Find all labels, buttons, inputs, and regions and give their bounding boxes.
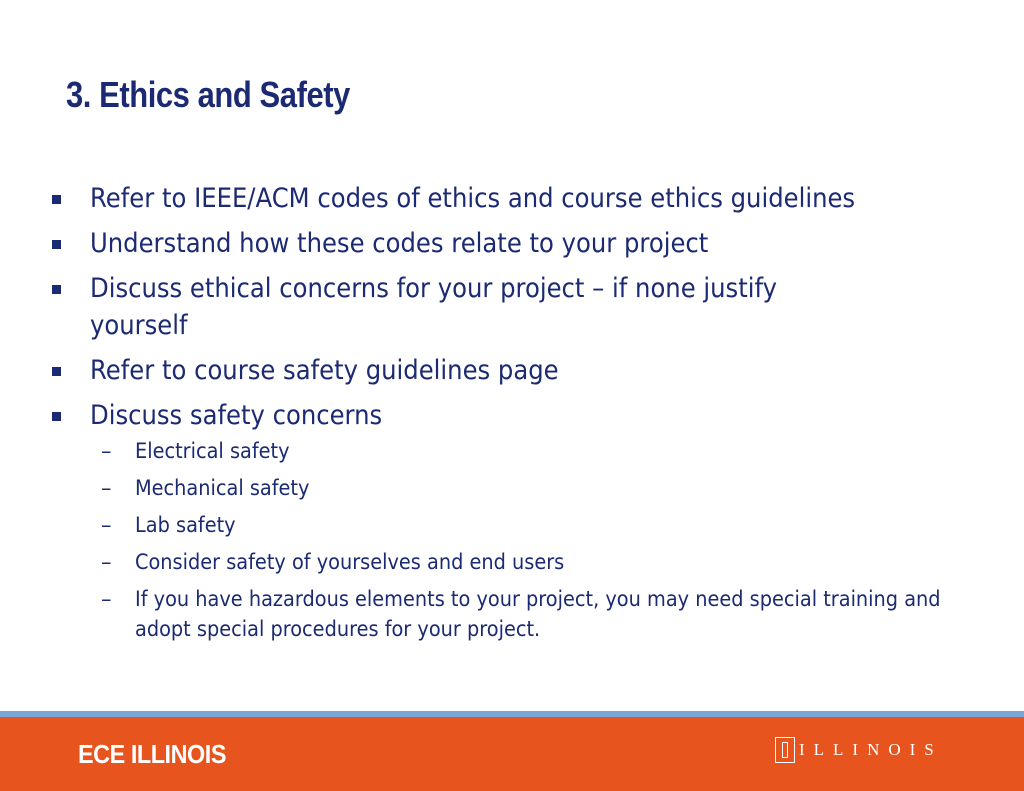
bullet-text: Discuss safety concerns <box>90 400 383 431</box>
dash-icon: – <box>101 587 112 611</box>
slide-title: 3. Ethics and Safety <box>66 74 350 115</box>
sub-bullet-list <box>90 436 980 644</box>
dash-icon: – <box>101 476 112 500</box>
illinois-block-i-icon <box>775 737 795 763</box>
bullet-item <box>0 270 980 344</box>
sub-bullet-text: Lab safety <box>135 513 236 537</box>
bullet-text: Understand how these codes relate to your project <box>90 228 709 259</box>
bullet-text: Refer to course safety guidelines page <box>90 355 559 386</box>
bullet-text: Refer to IEEE/ACM codes of ethics and course ethics guidelines <box>90 183 856 214</box>
bullet-item <box>0 180 980 217</box>
bullet-item <box>0 225 980 262</box>
footer-brand: ECE ILLINOIS <box>78 739 227 769</box>
bullet-list <box>0 180 1024 652</box>
sub-bullet-text: If you have hazardous elements to your project, you may need special training and adopt special procedures for your project. <box>135 587 941 641</box>
footer-bar <box>0 717 1024 791</box>
sub-bullet-item <box>90 547 980 577</box>
sub-bullet-item <box>90 473 980 503</box>
square-bullet-icon <box>52 367 61 376</box>
sub-bullet-item <box>90 510 980 540</box>
sub-bullet-text: Consider safety of yourselves and end users <box>135 550 565 574</box>
sub-bullet-item <box>90 436 980 466</box>
sub-bullet-item <box>90 584 980 644</box>
dash-icon: – <box>101 439 112 463</box>
illinois-logo <box>775 737 943 763</box>
square-bullet-icon <box>52 285 61 294</box>
bullet-text: Discuss ethical concerns for your project – if none justify yourself <box>90 273 777 341</box>
square-bullet-icon <box>52 240 61 249</box>
bullet-item <box>0 397 980 644</box>
bullet-item <box>0 352 980 389</box>
illinois-logo-text: ILLINOIS <box>799 740 943 759</box>
sub-bullet-text: Electrical safety <box>135 439 290 463</box>
dash-icon: – <box>101 550 112 574</box>
square-bullet-icon <box>52 412 61 421</box>
sub-bullet-text: Mechanical safety <box>135 476 310 500</box>
dash-icon: – <box>101 513 112 537</box>
square-bullet-icon <box>52 195 61 204</box>
